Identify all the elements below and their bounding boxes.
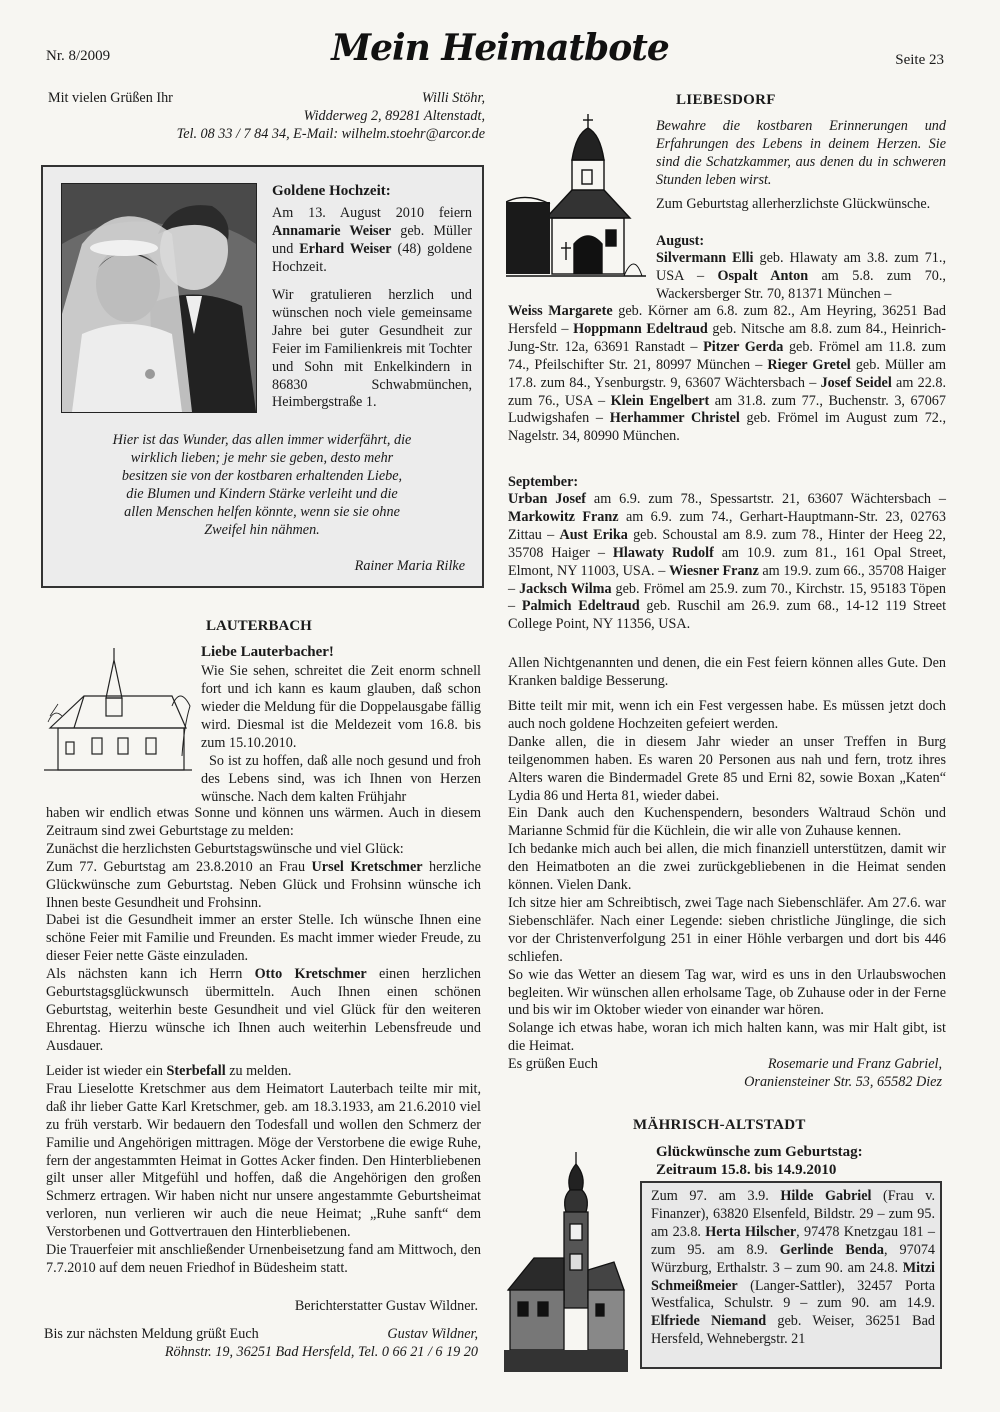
birthday-details: geb. Frömel am 11.8. zum 74., Pfeilschifter Str. 21, 80997 München –: [508, 338, 947, 373]
september-label: September:: [508, 474, 579, 490]
groom-name: Erhard Weiser: [299, 240, 392, 257]
birthday-name: Urban Josef: [508, 491, 587, 507]
lauterbach-paragraph: Dabei ist die Gesundheit immer an erster Stelle. Ich wünsche Ihnen eine schöne Feier mit Familie und Freunden. Es macht immer wieder Freude, zu dieser Feier nette Gäste einzuladen.: [46, 912, 481, 965]
birthday-details: am 6.9. zum 78., Spessartstr. 21, 63607 Wächtersbach –: [586, 491, 946, 507]
paragraph-text: herzliche Glückwünsche zum Geburtstag. Neben Glück und Frohsinn wünsche ich Ihnen beste Gesundheit und Frohsinn.: [46, 858, 481, 911]
section-title-liebesdorf: LIEBESDORF: [676, 92, 776, 108]
birthday-name: Wiesner Franz: [668, 562, 759, 579]
maehrisch-heading: [656, 1143, 863, 1179]
august-birthdays: [508, 303, 946, 446]
greeting-text: Mit vielen Grüßen Ihr: [48, 90, 173, 106]
birthday-details: geb. Körner am 6.8. zum 82., Am Heyring, 36251 Bad Hersfeld –: [508, 303, 947, 337]
birthday-details: (Langer-Sattler), 32457 Porta Westfalica, Schulstr. 9 – zum 90. am 14.9.: [651, 1277, 935, 1312]
birthday-details: geb. Frömel am 25.9. zum 70., Kirchstr. 15, 95183 Töpen –: [508, 580, 947, 615]
maehrisch-altstadt-church-drawing: [504, 1150, 628, 1372]
lauterbach-signature: [100, 1326, 478, 1362]
golden-wedding-announcement: [272, 205, 472, 277]
signature-name: Gustav Wildner,: [387, 1326, 478, 1342]
quote-author: Rainer Maria Rilke: [354, 558, 465, 574]
rilke-quote: Hier ist das Wunder, das allen immer widerfährt, die wirklich lieben; je mehr sie geben, desto mehr besitzen sie von der kostbaren erhaltenden Liebe, die Blumen und Kindern Stärke verleiht und die allen Menschen helfen könnte, wenn sie sie ohne Zweifel hin nähmen.: [112, 432, 412, 538]
signature-name: Willi Stöhr,: [421, 90, 485, 106]
lauterbach-farewell: Bis zur nächsten Meldung grüßt Euch: [44, 1326, 259, 1342]
letter-paragraph: Ich bedanke mich auch bei allen, die mich finanziell unterstützen, damit wir den Heimatboten an die zwei zurückgebliebenen in die Heimat senden können. Vielen Dank.: [508, 841, 946, 894]
august-birthdays: [656, 250, 946, 304]
liebesdorf-intro: Zum Geburtstag allerherzlichste Glückwünsche.: [656, 196, 931, 212]
birthday-details: geb. Müller am 17.8. zum 84., Ysenburgstr. 9, 63607 Wächtersbach –: [508, 356, 946, 391]
birthday-details: am 5.8. zum 70., Wackersberger Str. 70, 81371 München –: [656, 267, 946, 302]
obituary-paragraph: Frau Lieselotte Kretschmer aus dem Heimatort Lauterbach teilte mir mit, daß ihr lieber Gatte Karl Kretschmer, geb. am 18.3.1933, am 21.6.2010 viel zu früh verstarb. Wir bedauern den Todesfall und wollen den Schmerz der Familie und Angehörigen mittragen. Möge der Verstorbene die ewige Ruhe, fern der angestammten Heimat in Gottes Acker finden. Den Hinterbliebenen gilt unser aller Mitgefühl und hoffen, daß die Angehörigen den großen Schmerz ertragen. Wir haben nicht nur unsere angestammte Geburtsheimat verloren, nun verlieren wir auch die neue Heimat; „Ruhe sanft“ dem Verstorbenen und Gottvertrauen den Hinterbliebenen.: [46, 1080, 481, 1241]
masthead-title: Mein Heimatbote: [331, 27, 669, 69]
birthday-name: Mitzi Schmeißmeier: [651, 1259, 935, 1294]
announcement-text: geb. Müller und: [272, 222, 472, 257]
bride-name: Annamarie Weiser: [272, 222, 392, 239]
birthday-details: , 97074 Würzburg, Erthalstr. 3 – zum 90. am 24.8.: [651, 1241, 936, 1276]
wedding-couple-photo: [61, 183, 257, 413]
birthday-name: Weiss Margarete: [508, 303, 613, 319]
paragraph-text: Als nächsten kann ich Herrn: [46, 966, 255, 982]
birthday-name: Jacksch Wilma: [519, 580, 612, 597]
birthday-name: Gerlinde Benda: [779, 1241, 884, 1258]
paragraph-text: Leider ist wieder ein: [46, 1063, 167, 1079]
lauterbach-paragraph: Wie Sie sehen, schreitet die Zeit enorm schnell fort und ich kann es kaum glauben, daß schon wieder die Meldung für die Doppelausgabe fällig wird. Diesmal ist die Meldezeit vom 16.8. bis zum 15.10.2010.: [201, 663, 481, 751]
reporter-credit: Berichterstatter Gustav Wildner.: [294, 1298, 478, 1314]
signature-name: Rosemarie und Franz Gabriel,: [767, 1056, 942, 1072]
liebesdorf-quote: Bewahre die kostbaren Erinnerungen und Erfahrungen des Lebens in deinem Herzen. Sie sind die Schatzkammer, aus denen du in schweren Stunden leben wirst.: [656, 118, 946, 188]
birthday-name: Klein Engelbert: [610, 392, 710, 409]
signature-contact: Tel. 08 33 / 7 84 34, E-Mail: wilhelm.stoehr@arcor.de: [176, 125, 485, 142]
paragraph-text: einen herzlichen Geburtstagsglückwunsch übermitteln. Auch Ihnen einen schönen Geburtstag, weiterhin beste Gesundheit und viel Glück für den weiteren Ehrentag. Hierzu wünsche ich Ihnen auch weiterhin Lebensfreude und Ausdauer.: [46, 966, 481, 1054]
paragraph-text: zu melden.: [225, 1063, 292, 1079]
birthday-name: Josef Seidel: [820, 374, 892, 391]
birthday-name: Otto Kretschmer: [254, 966, 367, 982]
birthday-name: Ospalt Anton: [717, 267, 809, 284]
letter-paragraph: Ein Dank auch den Kuchenspendern, besonders Waltraud Schön und Marianne Schmid für die Küchlein, die wir alle von Zuhause kennen.: [508, 805, 946, 840]
birthday-details: am 6.9. zum 74., Gerhart-Hauptmann-Str. 23, 02763 Zittau –: [508, 508, 946, 543]
lauterbach-salutation: Liebe Lauterbacher!: [201, 644, 334, 660]
heading-line: Glückwünsche zum Geburtstag:: [656, 1144, 863, 1160]
lauterbach-paragraph: [46, 966, 481, 1056]
issue-number: Nr. 8/2009: [46, 48, 111, 64]
golden-wedding-title: Goldene Hochzeit:: [272, 183, 391, 199]
birthday-details: am 19.9. zum 66., 35708 Haiger –: [508, 562, 947, 597]
lauterbach-chapel-drawing: [44, 646, 192, 776]
birthday-name: Herta Hilscher: [705, 1223, 797, 1240]
birthday-name: Ursel Kretschmer: [311, 858, 423, 875]
lauterbach-paragraph: So ist zu hoffen, daß alle noch gesund und froh des Lebens sind, was ich Ihnen von Herzen wünsche. Nach dem kalten Frühjahr: [201, 753, 481, 805]
letter-paragraph: Ich sitze hier am Schreibtisch, zwei Tage nach Siebenschläfer. Am 27.6. war Siebenschläfer. Nach einer Legende: sieben christliche Jünglinge, die sich vor der Christenverfolgung 251 in einer Höhle verbargen und dort bis 446 schliefen.: [508, 894, 946, 965]
letter-paragraph: Danke allen, die in diesem Jahr wieder an unser Treffen in Burg teilgenommen haben. Es waren 20 Personen aus nah und fern, trotz ihres Alters waren die Bindermadel Grete 85 und Erni 82, sowie Boxan „Katen“ Lydia 86 und Herta 81, wieder dabei.: [508, 733, 946, 804]
obituary-paragraph: Die Trauerfeier mit anschließender Urnenbeisetzung fand am Mittwoch, den 7.7.2010 auf dem neuen Friedhof in Büdesheim statt.: [46, 1242, 481, 1276]
liebesdorf-church-drawing: [506, 112, 646, 284]
signature-address: Widderweg 2, 89281 Altenstadt,: [303, 107, 485, 124]
birthday-details: geb. Nitsche am 8.8. zum 84., Heinrich-Jung-Str. 12a, 63691 Ranstadt –: [508, 320, 946, 355]
section-title-lauterbach: LAUTERBACH: [206, 618, 312, 634]
greeting-signature: [100, 90, 485, 144]
birthday-name: Elfriede Niemand: [651, 1313, 767, 1330]
birthday-name: Herhammer Christel: [609, 410, 740, 427]
page-number: Seite 23: [895, 52, 944, 68]
birthday-name: Hilde Gabriel: [780, 1188, 872, 1204]
august-label: August:: [656, 233, 705, 249]
signature-address: Röhnstr. 19, 36251 Bad Hersfeld, Tel. 0 66 21 / 6 19 20: [164, 1343, 478, 1360]
letter-paragraph: Solange ich etwas habe, woran ich mich halten kann, was mir Halt gibt, ist die Heimat.: [508, 1020, 946, 1055]
birthday-details: am 10.9. zum 81., 161 Opal Street, Elmont, NY 11003, USA. –: [508, 544, 947, 579]
birthday-details: geb. Ruschil am 26.9. zum 68., 14-12 119 Street College Point, NY 11356, USA.: [508, 598, 947, 633]
announcement-text: Am 13. August 2010 feiern: [272, 205, 472, 221]
birthday-details: (Frau v. Finanzer), 63820 Elsenfeld, Bildstr. 29 – zum 95. am 23.8.: [651, 1188, 935, 1240]
lauterbach-paragraph: Zunächst die herzlichsten Geburtstagswünsche und viel Glück:: [46, 840, 404, 857]
birthday-details: am 22.8. zum 76., USA –: [508, 374, 946, 409]
golden-wedding-wishes: Wir gratulieren herzlich und wünschen noch viele gemeinsame Jahre bei guter Gesundheit zur Feier im Familienkreis mit Tochter und Sohn mit Enkelkindern in 86830 Schwabmünchen, Heimbergstraße 1.: [272, 287, 472, 411]
lauterbach-obituary: [46, 1063, 481, 1278]
lauterbach-paragraph: [46, 859, 481, 913]
letter-paragraph: So wie das Wetter an diesem Tag war, wird es uns in den Urlaubswochen begleiten. Wir wünschen allen erholsame Tage, ob Zuhause oder in der Ferne und bis wir im Oktober wieder von einander war hören.: [508, 966, 946, 1019]
birthday-details: geb. Weiser, 36251 Bad Hersfeld, Wehnebergstr. 21: [651, 1313, 935, 1348]
birthday-details: geb. Hlawaty am 3.8. zum 71., USA –: [656, 250, 946, 284]
birthday-name: Hlawaty Rudolf: [612, 544, 714, 561]
birthday-details: , 97478 Knetzgau 181 – zum 95. am 8.9.: [651, 1223, 935, 1258]
liebesdorf-closing: Allen Nichtgenannten und denen, die ein Fest feiern können alles Gute. Den Kranken baldige Besserung.: [508, 655, 946, 689]
liebesdorf-signature: [600, 1056, 942, 1092]
september-birthdays: [508, 491, 946, 634]
obituary-keyword: Sterbefall: [166, 1063, 226, 1079]
liebesdorf-farewell: Es grüßen Euch: [508, 1056, 598, 1072]
lauterbach-birthdays: [46, 805, 481, 966]
birthday-name: Rieger Gretel: [767, 356, 851, 373]
birthday-name: Pitzer Gerda: [703, 338, 784, 355]
liebesdorf-letter: [508, 698, 946, 1056]
lauterbach-paragraph: haben wir endlich etwas Sonne und können uns wärmen. Auch in diesem Zeitraum sind zwei Geburtstage zu melden:: [46, 805, 481, 839]
birthday-details: geb. Schoustal am 8.9. zum 78., Hinter der Heeg 22, 35708 Haiger –: [508, 526, 946, 561]
birthday-name: Palmich Edeltraud: [521, 598, 640, 615]
heading-line: Zeitraum 15.8. bis 14.9.2010: [656, 1162, 837, 1178]
obituary-heading: [46, 1063, 481, 1081]
birthday-details: am 31.8. zum 77., Buchenstr. 3, 67067 Ludwigshafen –: [508, 392, 946, 427]
letter-paragraph: Bitte teilt mir mit, wenn ich ein Fest vergessen habe. Es müssen jetzt doch auch noch goldene Hochzeiten gefeiert werden.: [508, 698, 946, 732]
announcement-text: (48) goldene Hochzeit.: [272, 240, 473, 275]
maehrisch-birthdays: [651, 1188, 935, 1349]
birthday-name: Hoppmann Edeltraud: [573, 320, 708, 337]
birthday-name: Silvermann Elli: [656, 250, 754, 266]
birthday-name: Aust Erika: [559, 526, 628, 543]
birthday-name: Markowitz Franz: [508, 508, 619, 525]
paragraph-text: Zum 77. Geburtstag am 23.8.2010 an Frau: [46, 858, 312, 875]
section-title-maehrisch-altstadt: MÄHRISCH-ALTSTADT: [633, 1117, 806, 1133]
birthday-details: Zum 97. am 3.9.: [651, 1188, 781, 1204]
signature-address: Oraniensteiner Str. 53, 65582 Diez: [744, 1073, 942, 1090]
birthday-details: geb. Frömel im August zum 72., Nagelstr. 34, 80990 München.: [508, 410, 946, 445]
